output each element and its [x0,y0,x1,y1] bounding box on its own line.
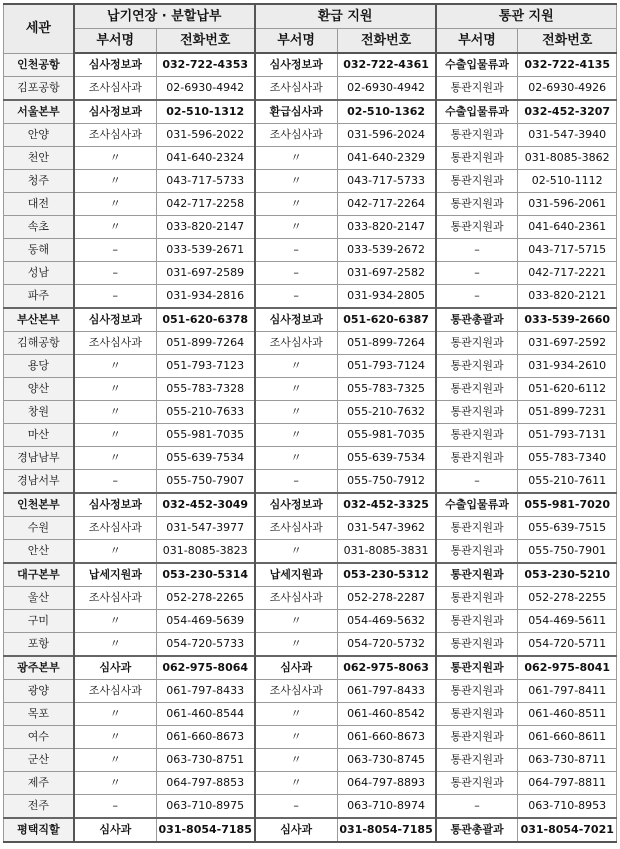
deferral-dept-cell: 조사심사과 [74,680,156,703]
office-name-cell: 전주 [4,795,74,819]
deferral-dept-cell: 조사심사과 [74,587,156,610]
clearance-phone-cell: 043-717-5715 [518,239,617,262]
clearance-phone-cell: 055-639-7515 [518,517,617,540]
refund-phone-cell: 055-210-7632 [337,401,435,424]
deferral-phone-cell: 051-620-6378 [156,308,254,332]
table-row [4,262,617,285]
office-name-cell: 광양 [4,680,74,703]
refund-phone-cell: 055-639-7534 [337,447,435,470]
table-row [4,77,617,101]
refund-dept-cell: 〃 [255,447,337,470]
refund-dept-cell: 〃 [255,401,337,424]
refund-phone-cell: 063-730-8745 [337,749,435,772]
office-name-cell: 울산 [4,587,74,610]
refund-dept-cell: 〃 [255,147,337,170]
refund-dept-cell: – [255,239,337,262]
clearance-phone-cell: 032-452-3207 [518,100,617,124]
phone-column-header: 전화번호 [156,29,254,54]
deferral-phone-cell: 031-8085-3823 [156,540,254,564]
clearance-phone-cell: 033-820-2121 [518,285,617,309]
refund-dept-cell: – [255,795,337,819]
clearance-phone-cell: 031-8054-7021 [518,818,617,842]
refund-phone-cell: 055-783-7325 [337,378,435,401]
deferral-phone-cell: 051-899-7264 [156,332,254,355]
refund-phone-cell: 055-981-7035 [337,424,435,447]
clearance-dept-cell: 수출입물류과 [436,100,518,124]
deferral-dept-cell: 〃 [74,401,156,424]
clearance-dept-cell: 통관지원과 [436,563,518,587]
clearance-dept-cell: 통관지원과 [436,680,518,703]
refund-dept-cell: 조사심사과 [255,587,337,610]
office-name-cell: 평택직할 [4,818,74,842]
refund-dept-cell: 조사심사과 [255,77,337,101]
office-name-cell: 경남서부 [4,470,74,494]
header-sub-row [4,29,617,54]
refund-dept-cell: 환급심사과 [255,100,337,124]
office-name-cell: 속초 [4,216,74,239]
office-name-cell: 부산본부 [4,308,74,332]
refund-phone-cell: 062-975-8063 [337,656,435,680]
dept-column-header: 부서명 [74,29,156,54]
office-name-cell: 목포 [4,703,74,726]
clearance-dept-cell: 통관지원과 [436,401,518,424]
office-name-cell: 수원 [4,517,74,540]
clearance-dept-cell: 수출입물류과 [436,53,518,77]
deferral-phone-cell: 043-717-5733 [156,170,254,193]
deferral-phone-cell: 031-934-2816 [156,285,254,309]
clearance-phone-cell: 031-547-3940 [518,124,617,147]
deferral-dept-cell: 〃 [74,703,156,726]
refund-phone-cell: 042-717-2264 [337,193,435,216]
table-row [4,216,617,239]
clearance-dept-cell: 통관지원과 [436,378,518,401]
deferral-dept-cell: – [74,795,156,819]
refund-phone-cell: 031-8054-7185 [337,818,435,842]
clearance-phone-cell: 063-710-8953 [518,795,617,819]
group-header-deferral: 납기연장 · 분할납부 [74,4,255,29]
refund-phone-cell: 064-797-8893 [337,772,435,795]
deferral-phone-cell: 031-8054-7185 [156,818,254,842]
clearance-phone-cell: 042-717-2221 [518,262,617,285]
refund-phone-cell: 052-278-2287 [337,587,435,610]
office-name-cell: 청주 [4,170,74,193]
deferral-dept-cell: 심사과 [74,656,156,680]
table-row [4,493,617,517]
refund-phone-cell: 061-797-8433 [337,680,435,703]
clearance-dept-cell: 통관지원과 [436,656,518,680]
refund-dept-cell: 〃 [255,216,337,239]
clearance-phone-cell: 031-697-2592 [518,332,617,355]
refund-dept-cell: 〃 [255,772,337,795]
deferral-phone-cell: 031-547-3977 [156,517,254,540]
table-row [4,355,617,378]
dept-column-header: 부서명 [436,29,518,54]
refund-phone-cell: 02-6930-4942 [337,77,435,101]
refund-phone-cell: 061-460-8542 [337,703,435,726]
deferral-dept-cell: 〃 [74,749,156,772]
deferral-phone-cell: 042-717-2258 [156,193,254,216]
office-name-cell: 동해 [4,239,74,262]
clearance-phone-cell: 052-278-2255 [518,587,617,610]
refund-phone-cell: 032-452-3325 [337,493,435,517]
table-header [4,4,617,53]
deferral-dept-cell: 심사정보과 [74,100,156,124]
refund-phone-cell: 051-620-6387 [337,308,435,332]
clearance-phone-cell: 051-793-7131 [518,424,617,447]
clearance-dept-cell: 통관지원과 [436,147,518,170]
office-name-cell: 구미 [4,610,74,633]
clearance-dept-cell: 통관총괄과 [436,308,518,332]
office-name-cell: 천안 [4,147,74,170]
office-name-cell: 창원 [4,401,74,424]
table-row [4,470,617,494]
refund-phone-cell: 033-539-2672 [337,239,435,262]
clearance-dept-cell: 통관지원과 [436,610,518,633]
deferral-phone-cell: 064-797-8853 [156,772,254,795]
clearance-dept-cell: – [436,262,518,285]
clearance-dept-cell: 통관지원과 [436,193,518,216]
clearance-dept-cell: – [436,239,518,262]
table-row [4,193,617,216]
clearance-phone-cell: 02-6930-4926 [518,77,617,101]
refund-dept-cell: – [255,285,337,309]
refund-phone-cell: 055-750-7912 [337,470,435,494]
office-name-cell: 인천본부 [4,493,74,517]
deferral-dept-cell: – [74,262,156,285]
deferral-phone-cell: 055-639-7534 [156,447,254,470]
clearance-phone-cell: 033-539-2660 [518,308,617,332]
clearance-phone-cell: 051-620-6112 [518,378,617,401]
deferral-dept-cell: 〃 [74,378,156,401]
refund-dept-cell: 〃 [255,193,337,216]
clearance-phone-cell: 051-899-7231 [518,401,617,424]
clearance-dept-cell: 통관지원과 [436,424,518,447]
refund-phone-cell: 063-710-8974 [337,795,435,819]
deferral-phone-cell: 041-640-2324 [156,147,254,170]
refund-dept-cell: 〃 [255,540,337,564]
deferral-dept-cell: 조사심사과 [74,124,156,147]
refund-phone-cell: 031-547-3962 [337,517,435,540]
table-row [4,517,617,540]
table-row [4,401,617,424]
deferral-dept-cell: 심사정보과 [74,308,156,332]
office-name-cell: 광주본부 [4,656,74,680]
refund-dept-cell: 납세지원과 [255,563,337,587]
deferral-dept-cell: 〃 [74,447,156,470]
clearance-dept-cell: 통관지원과 [436,517,518,540]
table-row [4,239,617,262]
clearance-phone-cell: 055-981-7020 [518,493,617,517]
clearance-dept-cell: 통관지원과 [436,633,518,657]
office-column-header: 세관 [4,4,74,53]
clearance-dept-cell: 통관지원과 [436,749,518,772]
header-group-row [4,4,617,29]
refund-dept-cell: 〃 [255,610,337,633]
deferral-phone-cell: 033-539-2671 [156,239,254,262]
clearance-dept-cell: 통관지원과 [436,726,518,749]
deferral-phone-cell: 055-981-7035 [156,424,254,447]
deferral-dept-cell: 〃 [74,424,156,447]
clearance-phone-cell: 032-722-4135 [518,53,617,77]
office-name-cell: 마산 [4,424,74,447]
table-row [4,610,617,633]
refund-dept-cell: 심사정보과 [255,308,337,332]
deferral-phone-cell: 062-975-8064 [156,656,254,680]
table-row [4,656,617,680]
deferral-phone-cell: 055-750-7907 [156,470,254,494]
deferral-dept-cell: – [74,285,156,309]
table-row [4,563,617,587]
deferral-phone-cell: 033-820-2147 [156,216,254,239]
clearance-phone-cell: 02-510-1112 [518,170,617,193]
office-name-cell: 여수 [4,726,74,749]
refund-dept-cell: 〃 [255,424,337,447]
table-row [4,703,617,726]
clearance-dept-cell: 통관지원과 [436,170,518,193]
deferral-phone-cell: 054-469-5639 [156,610,254,633]
refund-phone-cell: 033-820-2147 [337,216,435,239]
clearance-dept-cell: 통관지원과 [436,703,518,726]
refund-dept-cell: 조사심사과 [255,680,337,703]
refund-dept-cell: 〃 [255,703,337,726]
office-name-cell: 성남 [4,262,74,285]
deferral-phone-cell: 02-6930-4942 [156,77,254,101]
contact-table-container [3,3,617,843]
refund-phone-cell: 031-934-2805 [337,285,435,309]
clearance-dept-cell: – [436,795,518,819]
deferral-phone-cell: 061-797-8433 [156,680,254,703]
office-name-cell: 안산 [4,540,74,564]
clearance-dept-cell: 통관지원과 [436,77,518,101]
table-row [4,749,617,772]
clearance-phone-cell: 064-797-8811 [518,772,617,795]
refund-dept-cell: 〃 [255,633,337,657]
table-row [4,447,617,470]
deferral-dept-cell: 〃 [74,170,156,193]
clearance-dept-cell: 통관총괄과 [436,818,518,842]
clearance-dept-cell: 통관지원과 [436,540,518,564]
refund-dept-cell: 조사심사과 [255,332,337,355]
deferral-dept-cell: 〃 [74,540,156,564]
deferral-dept-cell: 〃 [74,726,156,749]
table-body [4,53,617,842]
clearance-phone-cell: 061-460-8511 [518,703,617,726]
deferral-phone-cell: 055-783-7328 [156,378,254,401]
table-row [4,285,617,309]
deferral-dept-cell: 조사심사과 [74,332,156,355]
clearance-phone-cell: 053-230-5210 [518,563,617,587]
table-row [4,170,617,193]
office-name-cell: 인천공항 [4,53,74,77]
table-row [4,378,617,401]
clearance-dept-cell: 통관지원과 [436,332,518,355]
deferral-phone-cell: 054-720-5733 [156,633,254,657]
refund-dept-cell: 조사심사과 [255,517,337,540]
clearance-phone-cell: 031-934-2610 [518,355,617,378]
refund-phone-cell: 054-469-5632 [337,610,435,633]
customs-contact-table [3,3,617,843]
clearance-phone-cell: 041-640-2361 [518,216,617,239]
refund-dept-cell: 〃 [255,749,337,772]
table-row [4,772,617,795]
office-name-cell: 제주 [4,772,74,795]
deferral-phone-cell: 061-660-8673 [156,726,254,749]
refund-dept-cell: – [255,470,337,494]
office-name-cell: 포항 [4,633,74,657]
refund-phone-cell: 053-230-5312 [337,563,435,587]
refund-phone-cell: 051-793-7124 [337,355,435,378]
clearance-phone-cell: 055-750-7901 [518,540,617,564]
clearance-phone-cell: 055-783-7340 [518,447,617,470]
clearance-dept-cell: – [436,470,518,494]
clearance-phone-cell: 031-596-2061 [518,193,617,216]
clearance-phone-cell: 061-660-8611 [518,726,617,749]
deferral-phone-cell: 052-278-2265 [156,587,254,610]
deferral-dept-cell: 심사과 [74,818,156,842]
clearance-dept-cell: – [436,285,518,309]
refund-phone-cell: 051-899-7264 [337,332,435,355]
clearance-dept-cell: 통관지원과 [436,587,518,610]
deferral-dept-cell: 납세지원과 [74,563,156,587]
deferral-dept-cell: 심사정보과 [74,53,156,77]
refund-phone-cell: 02-510-1362 [337,100,435,124]
group-header-clearance: 통관 지원 [436,4,617,29]
refund-dept-cell: 〃 [255,726,337,749]
office-name-cell: 용당 [4,355,74,378]
clearance-phone-cell: 054-720-5711 [518,633,617,657]
table-row [4,53,617,77]
clearance-phone-cell: 063-730-8711 [518,749,617,772]
clearance-phone-cell: 061-797-8411 [518,680,617,703]
refund-dept-cell: 심사정보과 [255,53,337,77]
table-row [4,308,617,332]
table-row [4,540,617,564]
refund-dept-cell: 조사심사과 [255,124,337,147]
deferral-dept-cell: – [74,239,156,262]
office-name-cell: 대구본부 [4,563,74,587]
deferral-dept-cell: 조사심사과 [74,517,156,540]
deferral-phone-cell: 032-452-3049 [156,493,254,517]
group-header-refund: 환급 지원 [255,4,436,29]
refund-dept-cell: 〃 [255,170,337,193]
clearance-dept-cell: 통관지원과 [436,216,518,239]
refund-phone-cell: 031-8085-3831 [337,540,435,564]
office-name-cell: 양산 [4,378,74,401]
table-row [4,818,617,842]
table-row [4,795,617,819]
deferral-dept-cell: 심사정보과 [74,493,156,517]
refund-dept-cell: 심사과 [255,656,337,680]
deferral-phone-cell: 031-697-2589 [156,262,254,285]
table-row [4,147,617,170]
deferral-dept-cell: 〃 [74,772,156,795]
clearance-dept-cell: 통관지원과 [436,355,518,378]
clearance-dept-cell: 통관지원과 [436,124,518,147]
refund-phone-cell: 032-722-4361 [337,53,435,77]
deferral-dept-cell: 〃 [74,610,156,633]
clearance-phone-cell: 031-8085-3862 [518,147,617,170]
refund-dept-cell: 심사정보과 [255,493,337,517]
refund-dept-cell: 〃 [255,355,337,378]
clearance-dept-cell: 수출입물류과 [436,493,518,517]
office-name-cell: 서울본부 [4,100,74,124]
refund-phone-cell: 031-697-2582 [337,262,435,285]
clearance-phone-cell: 055-210-7611 [518,470,617,494]
deferral-phone-cell: 061-460-8544 [156,703,254,726]
office-name-cell: 경남남부 [4,447,74,470]
refund-dept-cell: 심사과 [255,818,337,842]
dept-column-header: 부서명 [255,29,337,54]
deferral-phone-cell: 031-596-2022 [156,124,254,147]
deferral-phone-cell: 032-722-4353 [156,53,254,77]
table-row [4,587,617,610]
refund-phone-cell: 043-717-5733 [337,170,435,193]
office-name-cell: 김포공항 [4,77,74,101]
office-name-cell: 군산 [4,749,74,772]
deferral-phone-cell: 063-730-8751 [156,749,254,772]
phone-column-header: 전화번호 [337,29,435,54]
deferral-phone-cell: 053-230-5314 [156,563,254,587]
refund-dept-cell: – [255,262,337,285]
refund-phone-cell: 061-660-8673 [337,726,435,749]
refund-dept-cell: 〃 [255,378,337,401]
table-row [4,633,617,657]
office-name-cell: 안양 [4,124,74,147]
refund-phone-cell: 041-640-2329 [337,147,435,170]
office-name-cell: 파주 [4,285,74,309]
clearance-phone-cell: 062-975-8041 [518,656,617,680]
deferral-phone-cell: 051-793-7123 [156,355,254,378]
table-row [4,100,617,124]
clearance-dept-cell: 통관지원과 [436,772,518,795]
deferral-dept-cell: 〃 [74,193,156,216]
deferral-dept-cell: – [74,470,156,494]
deferral-phone-cell: 063-710-8975 [156,795,254,819]
table-row [4,332,617,355]
deferral-dept-cell: 〃 [74,147,156,170]
refund-phone-cell: 031-596-2024 [337,124,435,147]
table-row [4,726,617,749]
deferral-dept-cell: 〃 [74,633,156,657]
deferral-dept-cell: 〃 [74,216,156,239]
refund-phone-cell: 054-720-5732 [337,633,435,657]
office-name-cell: 대전 [4,193,74,216]
clearance-phone-cell: 054-469-5611 [518,610,617,633]
deferral-dept-cell: 조사심사과 [74,77,156,101]
clearance-dept-cell: 통관지원과 [436,447,518,470]
table-row [4,424,617,447]
deferral-dept-cell: 〃 [74,355,156,378]
deferral-phone-cell: 055-210-7633 [156,401,254,424]
table-row [4,124,617,147]
deferral-phone-cell: 02-510-1312 [156,100,254,124]
office-name-cell: 김해공항 [4,332,74,355]
phone-column-header: 전화번호 [518,29,617,54]
table-row [4,680,617,703]
